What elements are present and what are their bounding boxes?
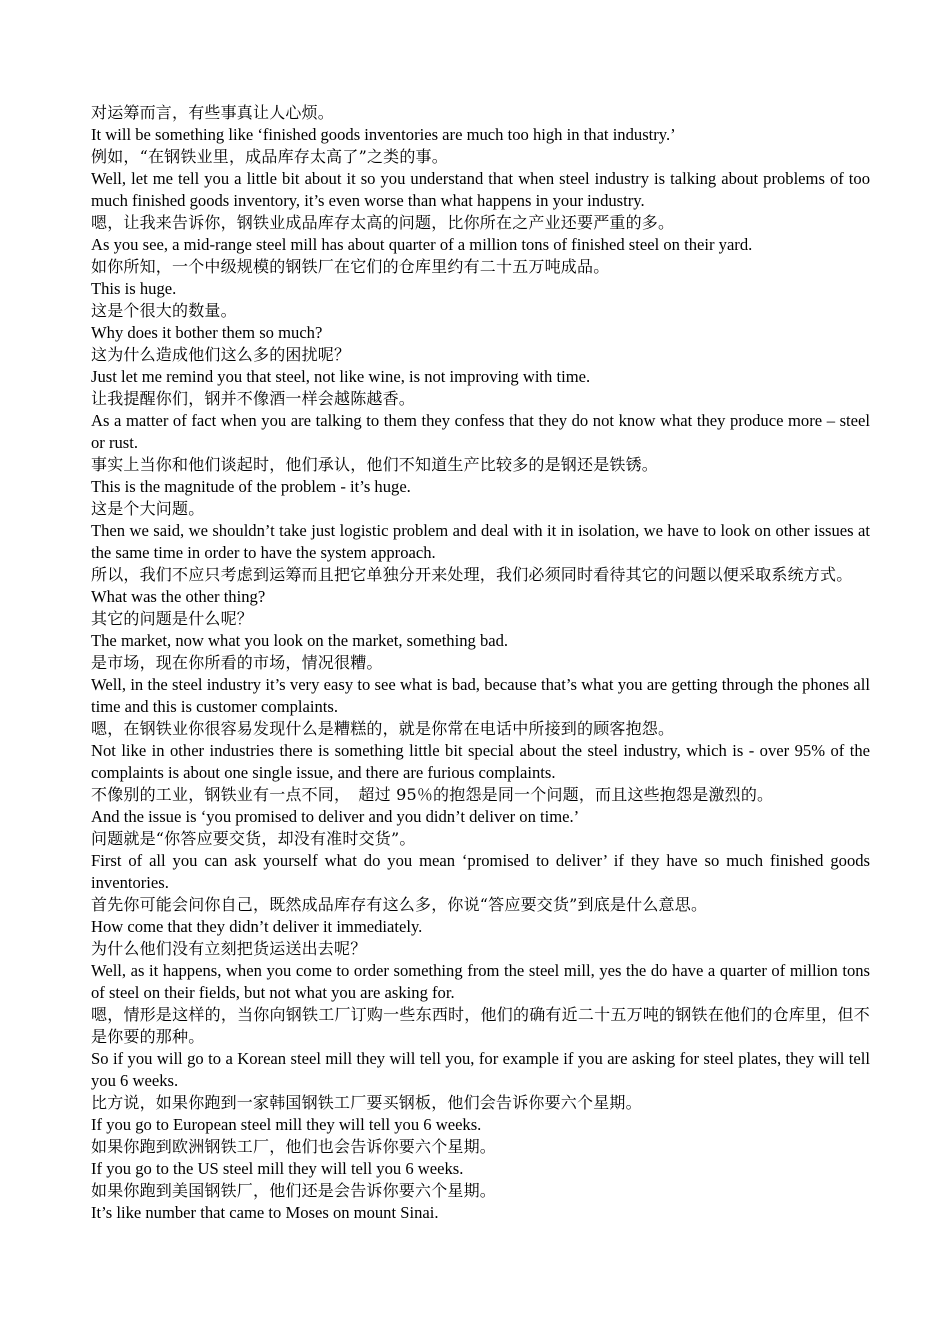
paragraph-en: How come that they didn’t deliver it immediately. xyxy=(91,917,423,936)
paragraph-zh: 其它的问题是什么呢？ xyxy=(91,609,254,628)
paragraph-en: Then we said, we shouldn’t take just logistic problem and deal with it in isolation, we have to look on other issues at the same time in order to have the system approach. xyxy=(91,521,870,562)
paragraph-en: Well, in the steel industry it’s very easy to see what is bad, because that’s what you are getting through the phones all time and this is customer complaints. xyxy=(91,675,870,716)
paragraph-zh: 嗯，情形是这样的，当你向钢铁工厂订购一些东西时，他们的确有近二十五万吨的钢铁在他们的仓库里，但不是你要的那种。 xyxy=(91,1005,870,1046)
paragraph-en: What was the other thing? xyxy=(91,587,266,606)
paragraph-zh: 如果你跑到美国钢铁厂，他们还是会告诉你要六个星期。 xyxy=(91,1181,497,1200)
paragraph-zh: 这是个很大的数量。 xyxy=(91,301,237,320)
paragraph-en: It’s like number that came to Moses on mount Sinai. xyxy=(91,1203,439,1222)
paragraph-en: Just let me remind you that steel, not like wine, is not improving with time. xyxy=(91,367,591,386)
paragraph-zh: 让我提醒你们，钢并不像酒一样会越陈越香。 xyxy=(91,389,416,408)
paragraph-zh: 是市场，现在你所看的市场，情况很糟。 xyxy=(91,653,383,672)
paragraph-en: This is huge. xyxy=(91,279,177,298)
paragraph-zh: 嗯，让我来告诉你，钢铁业成品库存太高的问题，比你所在之产业还要严重的多。 xyxy=(91,213,675,232)
paragraph-zh: 如你所知，一个中级规模的钢铁厂在它们的仓库里约有二十五万吨成品。 xyxy=(91,257,610,276)
paragraph-zh: 如果你跑到欧洲钢铁工厂，他们也会告诉你要六个星期。 xyxy=(91,1137,497,1156)
paragraph-zh: 这为什么造成他们这么多的困扰呢？ xyxy=(91,345,351,364)
paragraph-zh: 嗯，在钢铁业你很容易发现什么是糟糕的，就是你常在电话中所接到的顾客抱怨。 xyxy=(91,719,675,738)
paragraph-en: So if you will go to a Korean steel mill they will tell you, for example if you are asking for steel plates, they will tell you 6 weeks. xyxy=(91,1049,870,1090)
paragraph-en: Well, as it happens, when you come to order something from the steel mill, yes the do have a quarter of million tons of steel on their fields, but not what you are asking for. xyxy=(91,961,870,1002)
paragraph-zh: 例如，“在钢铁业里，成品库存太高了”之类的事。 xyxy=(91,147,448,166)
paragraph-en: And the issue is ‘you promised to deliver and you didn’t deliver on time.’ xyxy=(91,807,580,826)
paragraph-en: As you see, a mid-range steel mill has about quarter of a million tons of finished steel on their yard. xyxy=(91,235,753,254)
paragraph-en: The market, now what you look on the market, something bad. xyxy=(91,631,509,650)
paragraph-zh: 所以，我们不应只考虑到运筹而且把它单独分开来处理，我们必须同时看待其它的问题以便采取系统方式。 xyxy=(91,565,853,584)
paragraph-en: This is the magnitude of the problem - it’s huge. xyxy=(91,477,411,496)
paragraph-en: Not like in other industries there is something little bit special about the steel industry, which is - over 95% of the complaints is about one single issue, and there are furious complaints. xyxy=(91,741,870,782)
paragraph-en: If you go to the US steel mill they will tell you 6 weeks. xyxy=(91,1159,464,1178)
paragraph-zh: 首先你可能会问你自己，既然成品库存有这么多，你说“答应要交货”到底是什么意思。 xyxy=(91,895,708,914)
paragraph-zh: 问题就是“你答应要交货，却没有准时交货”。 xyxy=(91,829,416,848)
paragraph-en: First of all you can ask yourself what do you mean ‘promised to deliver’ if they have so much finished goods inventories. xyxy=(91,851,870,892)
paragraph-zh: 为什么他们没有立刻把货运送出去呢？ xyxy=(91,939,367,958)
paragraph-en: If you go to European steel mill they will tell you 6 weeks. xyxy=(91,1115,482,1134)
paragraph-en: It will be something like ‘finished goods inventories are much too high in that industry.’ xyxy=(91,125,676,144)
document-body xyxy=(91,102,870,1224)
paragraph-en: Why does it bother them so much? xyxy=(91,323,323,342)
paragraph-zh: 这是个大问题。 xyxy=(91,499,205,518)
paragraph-zh: 比方说，如果你跑到一家韩国钢铁工厂要买钢板，他们会告诉你要六个星期。 xyxy=(91,1093,642,1112)
paragraph-zh: 事实上当你和他们谈起时，他们承认，他们不知道生产比较多的是钢还是铁锈。 xyxy=(91,455,659,474)
paragraph-zh: 对运筹而言，有些事真让人心烦。 xyxy=(91,103,335,122)
paragraph-en: Well, let me tell you a little bit about it so you understand that when steel industry is talking about problems of too much finished goods inventory, it’s even worse than what happens in your industry. xyxy=(91,169,870,210)
paragraph-en: As a matter of fact when you are talking to them they confess that they do not know what they produce more – steel or rust. xyxy=(91,411,870,452)
paragraph-zh: 不像别的工业，钢铁业有一点不同， 超过 95％的抱怨是同一个问题，而且这些抱怨是激烈的。 xyxy=(91,785,774,804)
